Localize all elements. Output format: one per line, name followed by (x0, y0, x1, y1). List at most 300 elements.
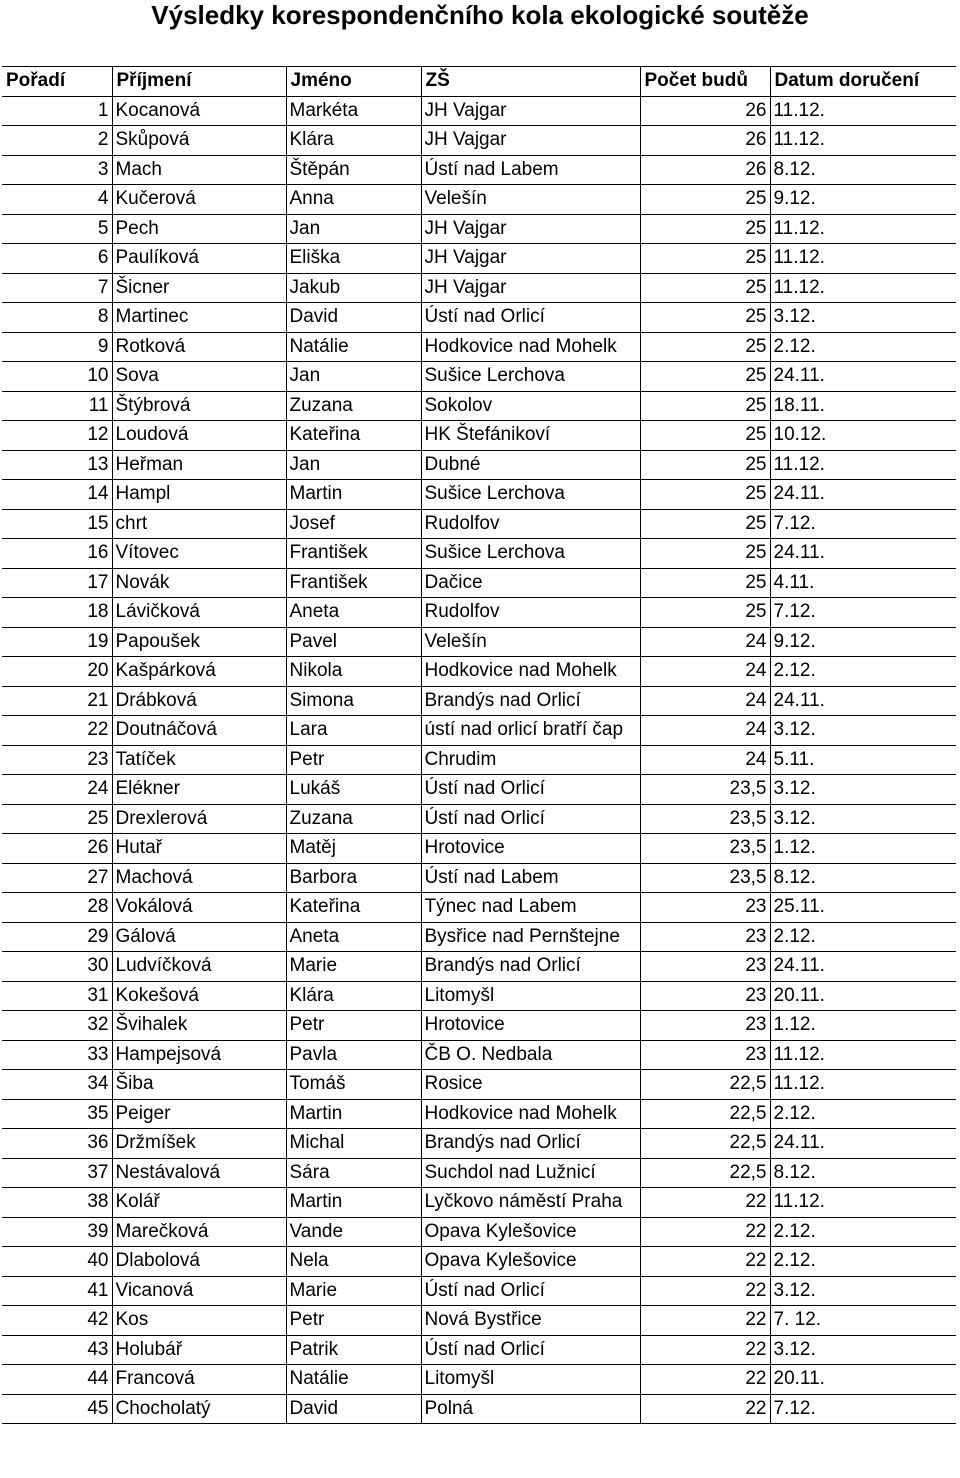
cell-first-name: Markéta (286, 96, 421, 126)
cell-school: Rudolfov (421, 509, 640, 539)
cell-points: 22 (640, 1394, 770, 1424)
cell-first-name: František (286, 539, 421, 569)
cell-surname: Drexlerová (112, 804, 286, 834)
cell-points: 22,5 (640, 1099, 770, 1129)
cell-school: JH Vajgar (421, 244, 640, 274)
cell-school: Rudolfov (421, 598, 640, 628)
table-row (2, 804, 956, 834)
cell-school: Hrotovice (421, 834, 640, 864)
cell-delivery-date: 11.12. (770, 214, 956, 244)
cell-surname: Šiba (112, 1070, 286, 1100)
table-row (2, 1011, 956, 1041)
cell-rank: 21 (2, 686, 112, 716)
cell-delivery-date: 3.12. (770, 1335, 956, 1365)
table-row (2, 214, 956, 244)
cell-rank: 20 (2, 657, 112, 687)
cell-rank: 4 (2, 185, 112, 215)
cell-first-name: Nikola (286, 657, 421, 687)
cell-delivery-date: 1.12. (770, 1011, 956, 1041)
cell-surname: Dlabolová (112, 1247, 286, 1277)
cell-rank: 1 (2, 96, 112, 126)
cell-delivery-date: 2.12. (770, 1217, 956, 1247)
cell-rank: 12 (2, 421, 112, 451)
cell-surname: Sova (112, 362, 286, 392)
cell-rank: 42 (2, 1306, 112, 1336)
cell-points: 25 (640, 332, 770, 362)
cell-points: 26 (640, 96, 770, 126)
cell-delivery-date: 3.12. (770, 804, 956, 834)
cell-rank: 29 (2, 922, 112, 952)
cell-first-name: Klára (286, 126, 421, 156)
cell-first-name: Zuzana (286, 391, 421, 421)
cell-rank: 6 (2, 244, 112, 274)
table-row (2, 1394, 956, 1424)
cell-school: Litomyšl (421, 1365, 640, 1395)
cell-surname: Nestávalová (112, 1158, 286, 1188)
cell-school: Velešín (421, 627, 640, 657)
cell-first-name: Kateřina (286, 421, 421, 451)
header-delivery-date: Datum doručení (770, 67, 956, 97)
cell-school: Chrudim (421, 745, 640, 775)
table-row (2, 1306, 956, 1336)
table-row (2, 1276, 956, 1306)
cell-delivery-date: 18.11. (770, 391, 956, 421)
cell-surname: Pech (112, 214, 286, 244)
cell-school: Sušice Lerchova (421, 480, 640, 510)
cell-surname: Ludvíčková (112, 952, 286, 982)
cell-rank: 11 (2, 391, 112, 421)
page-title: Výsledky korespondenčního kola ekologické soutěže (151, 0, 809, 30)
cell-points: 24 (640, 627, 770, 657)
table-row (2, 273, 956, 303)
table-row (2, 716, 956, 746)
cell-first-name: Martin (286, 1099, 421, 1129)
cell-rank: 40 (2, 1247, 112, 1277)
table-row (2, 391, 956, 421)
cell-school: Ústí nad Orlicí (421, 1335, 640, 1365)
table-row (2, 126, 956, 156)
cell-rank: 32 (2, 1011, 112, 1041)
cell-first-name: Petr (286, 745, 421, 775)
cell-rank: 28 (2, 893, 112, 923)
cell-rank: 30 (2, 952, 112, 982)
cell-surname: Skůpová (112, 126, 286, 156)
cell-surname: Držmíšek (112, 1129, 286, 1159)
results-table-body (2, 96, 956, 1424)
cell-points: 23,5 (640, 863, 770, 893)
cell-delivery-date: 24.11. (770, 480, 956, 510)
cell-school: Ústí nad Orlicí (421, 804, 640, 834)
cell-school: ČB O. Nedbala (421, 1040, 640, 1070)
cell-first-name: Martin (286, 480, 421, 510)
cell-first-name: Pavla (286, 1040, 421, 1070)
cell-first-name: Aneta (286, 598, 421, 628)
cell-school: JH Vajgar (421, 273, 640, 303)
cell-points: 26 (640, 126, 770, 156)
cell-rank: 15 (2, 509, 112, 539)
cell-rank: 24 (2, 775, 112, 805)
cell-first-name: Klára (286, 981, 421, 1011)
table-row (2, 922, 956, 952)
cell-surname: Doutnáčová (112, 716, 286, 746)
cell-surname: Martinec (112, 303, 286, 333)
cell-points: 23 (640, 952, 770, 982)
cell-first-name: Pavel (286, 627, 421, 657)
cell-school: Litomyšl (421, 981, 640, 1011)
table-row (2, 952, 956, 982)
cell-first-name: Marie (286, 1276, 421, 1306)
cell-points: 25 (640, 362, 770, 392)
cell-delivery-date: 20.11. (770, 981, 956, 1011)
cell-points: 22 (640, 1188, 770, 1218)
cell-delivery-date: 24.11. (770, 952, 956, 982)
cell-surname: Elékner (112, 775, 286, 805)
cell-surname: Kolář (112, 1188, 286, 1218)
cell-first-name: Aneta (286, 922, 421, 952)
cell-delivery-date: 7.12. (770, 1394, 956, 1424)
cell-surname: Kocanová (112, 96, 286, 126)
table-row (2, 834, 956, 864)
cell-school: Ústí nad Labem (421, 863, 640, 893)
cell-points: 22,5 (640, 1158, 770, 1188)
cell-points: 24 (640, 745, 770, 775)
cell-rank: 39 (2, 1217, 112, 1247)
results-table (2, 66, 956, 1424)
header-school: ZŠ (421, 67, 640, 97)
results-table-header (2, 67, 956, 97)
cell-points: 23,5 (640, 804, 770, 834)
cell-rank: 45 (2, 1394, 112, 1424)
cell-surname: Vokálová (112, 893, 286, 923)
header-surname: Příjmení (112, 67, 286, 97)
cell-rank: 16 (2, 539, 112, 569)
cell-first-name: Jan (286, 362, 421, 392)
cell-delivery-date: 3.12. (770, 1276, 956, 1306)
table-row (2, 1365, 956, 1395)
cell-rank: 7 (2, 273, 112, 303)
cell-rank: 22 (2, 716, 112, 746)
cell-surname: Machová (112, 863, 286, 893)
cell-rank: 18 (2, 598, 112, 628)
cell-surname: Rotková (112, 332, 286, 362)
cell-first-name: Josef (286, 509, 421, 539)
cell-rank: 3 (2, 155, 112, 185)
cell-rank: 31 (2, 981, 112, 1011)
cell-school: Hodkovice nad Mohelk (421, 657, 640, 687)
cell-delivery-date: 25.11. (770, 893, 956, 923)
cell-school: ústí nad orlicí bratří čap (421, 716, 640, 746)
cell-points: 25 (640, 598, 770, 628)
cell-rank: 2 (2, 126, 112, 156)
cell-first-name: Simona (286, 686, 421, 716)
cell-surname: Hutař (112, 834, 286, 864)
header-first-name: Jméno (286, 67, 421, 97)
cell-rank: 14 (2, 480, 112, 510)
cell-rank: 43 (2, 1335, 112, 1365)
cell-school: Ústí nad Orlicí (421, 1276, 640, 1306)
cell-surname: Heřman (112, 450, 286, 480)
cell-points: 25 (640, 450, 770, 480)
cell-first-name: Marie (286, 952, 421, 982)
cell-points: 22,5 (640, 1070, 770, 1100)
cell-school: HK Štefánikoví (421, 421, 640, 451)
cell-school: Ústí nad Orlicí (421, 775, 640, 805)
cell-points: 26 (640, 155, 770, 185)
cell-school: JH Vajgar (421, 96, 640, 126)
header-points: Počet budů (640, 67, 770, 97)
cell-delivery-date: 24.11. (770, 686, 956, 716)
cell-surname: Marečková (112, 1217, 286, 1247)
cell-school: Hodkovice nad Mohelk (421, 332, 640, 362)
table-row (2, 332, 956, 362)
cell-points: 24 (640, 716, 770, 746)
cell-points: 22 (640, 1217, 770, 1247)
cell-points: 23,5 (640, 834, 770, 864)
cell-delivery-date: 8.12. (770, 863, 956, 893)
cell-first-name: Natálie (286, 1365, 421, 1395)
cell-first-name: Nela (286, 1247, 421, 1277)
cell-first-name: Anna (286, 185, 421, 215)
cell-surname: Mach (112, 155, 286, 185)
cell-surname: Loudová (112, 421, 286, 451)
cell-points: 24 (640, 686, 770, 716)
cell-school: JH Vajgar (421, 214, 640, 244)
cell-delivery-date: 7.12. (770, 598, 956, 628)
cell-school: Týnec nad Labem (421, 893, 640, 923)
cell-surname: Novák (112, 568, 286, 598)
cell-first-name: Matěj (286, 834, 421, 864)
cell-surname: Peiger (112, 1099, 286, 1129)
cell-delivery-date: 24.11. (770, 1129, 956, 1159)
table-row (2, 96, 956, 126)
cell-surname: Papoušek (112, 627, 286, 657)
cell-delivery-date: 24.11. (770, 362, 956, 392)
table-row (2, 1188, 956, 1218)
cell-surname: Kašpárková (112, 657, 286, 687)
cell-rank: 37 (2, 1158, 112, 1188)
cell-surname: Tatíček (112, 745, 286, 775)
cell-school: Rosice (421, 1070, 640, 1100)
cell-delivery-date: 3.12. (770, 303, 956, 333)
cell-school: JH Vajgar (421, 126, 640, 156)
header-rank: Pořadí (2, 67, 112, 97)
cell-school: Opava Kylešovice (421, 1217, 640, 1247)
table-row (2, 480, 956, 510)
table-row (2, 1217, 956, 1247)
cell-delivery-date: 11.12. (770, 126, 956, 156)
cell-points: 22 (640, 1335, 770, 1365)
cell-rank: 10 (2, 362, 112, 392)
cell-rank: 33 (2, 1040, 112, 1070)
table-row (2, 303, 956, 333)
cell-first-name: Štěpán (286, 155, 421, 185)
cell-delivery-date: 11.12. (770, 96, 956, 126)
cell-delivery-date: 2.12. (770, 1247, 956, 1277)
cell-surname: Gálová (112, 922, 286, 952)
table-row (2, 1040, 956, 1070)
cell-points: 25 (640, 303, 770, 333)
table-row (2, 775, 956, 805)
cell-surname: Vítovec (112, 539, 286, 569)
cell-delivery-date: 8.12. (770, 155, 956, 185)
table-row (2, 421, 956, 451)
cell-delivery-date: 24.11. (770, 539, 956, 569)
cell-delivery-date: 4.11. (770, 568, 956, 598)
cell-surname: chrt (112, 509, 286, 539)
cell-school: Dačice (421, 568, 640, 598)
cell-delivery-date: 2.12. (770, 332, 956, 362)
cell-delivery-date: 20.11. (770, 1365, 956, 1395)
cell-first-name: Barbora (286, 863, 421, 893)
cell-delivery-date: 2.12. (770, 1099, 956, 1129)
table-row (2, 981, 956, 1011)
cell-surname: Drábková (112, 686, 286, 716)
cell-school: Dubné (421, 450, 640, 480)
header-row (2, 67, 956, 97)
cell-rank: 19 (2, 627, 112, 657)
cell-points: 22 (640, 1276, 770, 1306)
cell-delivery-date: 7.12. (770, 509, 956, 539)
cell-points: 22 (640, 1365, 770, 1395)
cell-points: 22,5 (640, 1129, 770, 1159)
cell-first-name: Jan (286, 214, 421, 244)
cell-school: Polná (421, 1394, 640, 1424)
table-row (2, 185, 956, 215)
cell-points: 25 (640, 273, 770, 303)
table-row (2, 1247, 956, 1277)
cell-points: 25 (640, 568, 770, 598)
table-row (2, 1158, 956, 1188)
cell-school: Velešín (421, 185, 640, 215)
cell-first-name: Sára (286, 1158, 421, 1188)
cell-first-name: Natálie (286, 332, 421, 362)
cell-delivery-date: 9.12. (770, 185, 956, 215)
cell-points: 23 (640, 1040, 770, 1070)
cell-school: Ústí nad Orlicí (421, 303, 640, 333)
table-row (2, 244, 956, 274)
cell-points: 22 (640, 1306, 770, 1336)
table-row (2, 1129, 956, 1159)
cell-school: Brandýs nad Orlicí (421, 1129, 640, 1159)
cell-first-name: Eliška (286, 244, 421, 274)
cell-school: Ústí nad Labem (421, 155, 640, 185)
cell-first-name: Patrik (286, 1335, 421, 1365)
cell-delivery-date: 11.12. (770, 1188, 956, 1218)
cell-school: Nová Bystřice (421, 1306, 640, 1336)
table-row (2, 893, 956, 923)
table-row (2, 686, 956, 716)
cell-delivery-date: 1.12. (770, 834, 956, 864)
cell-points: 25 (640, 480, 770, 510)
cell-first-name: Petr (286, 1011, 421, 1041)
cell-delivery-date: 11.12. (770, 1070, 956, 1100)
cell-delivery-date: 11.12. (770, 244, 956, 274)
table-row (2, 509, 956, 539)
cell-surname: Kos (112, 1306, 286, 1336)
cell-delivery-date: 2.12. (770, 922, 956, 952)
cell-delivery-date: 10.12. (770, 421, 956, 451)
cell-rank: 25 (2, 804, 112, 834)
cell-delivery-date: 2.12. (770, 657, 956, 687)
cell-first-name: David (286, 1394, 421, 1424)
cell-first-name: Kateřina (286, 893, 421, 923)
cell-points: 25 (640, 421, 770, 451)
cell-rank: 13 (2, 450, 112, 480)
cell-points: 25 (640, 539, 770, 569)
cell-rank: 41 (2, 1276, 112, 1306)
cell-delivery-date: 11.12. (770, 273, 956, 303)
cell-school: Sokolov (421, 391, 640, 421)
cell-rank: 38 (2, 1188, 112, 1218)
cell-school: Brandýs nad Orlicí (421, 952, 640, 982)
cell-rank: 26 (2, 834, 112, 864)
cell-first-name: Jan (286, 450, 421, 480)
cell-rank: 27 (2, 863, 112, 893)
cell-points: 25 (640, 244, 770, 274)
cell-surname: Šicner (112, 273, 286, 303)
cell-points: 25 (640, 391, 770, 421)
cell-points: 25 (640, 509, 770, 539)
cell-rank: 5 (2, 214, 112, 244)
table-row (2, 627, 956, 657)
cell-first-name: Lukáš (286, 775, 421, 805)
cell-school: Bysřice nad Pernštejne (421, 922, 640, 952)
cell-delivery-date: 5.11. (770, 745, 956, 775)
table-row (2, 450, 956, 480)
cell-school: Sušice Lerchova (421, 539, 640, 569)
table-row (2, 155, 956, 185)
cell-school: Lyčkovo náměstí Praha (421, 1188, 640, 1218)
cell-school: Suchdol nad Lužnicí (421, 1158, 640, 1188)
cell-surname: Hampl (112, 480, 286, 510)
cell-school: Opava Kylešovice (421, 1247, 640, 1277)
cell-surname: Štýbrová (112, 391, 286, 421)
cell-first-name: Petr (286, 1306, 421, 1336)
cell-school: Hrotovice (421, 1011, 640, 1041)
table-row (2, 598, 956, 628)
cell-points: 23 (640, 1011, 770, 1041)
cell-rank: 9 (2, 332, 112, 362)
cell-surname: Paulíková (112, 244, 286, 274)
table-row (2, 568, 956, 598)
cell-rank: 34 (2, 1070, 112, 1100)
cell-points: 22 (640, 1247, 770, 1277)
cell-delivery-date: 9.12. (770, 627, 956, 657)
cell-points: 23 (640, 981, 770, 1011)
cell-school: Sušice Lerchova (421, 362, 640, 392)
cell-surname: Kokešová (112, 981, 286, 1011)
cell-first-name: Zuzana (286, 804, 421, 834)
cell-rank: 23 (2, 745, 112, 775)
cell-rank: 17 (2, 568, 112, 598)
cell-points: 23,5 (640, 775, 770, 805)
table-row (2, 1335, 956, 1365)
cell-delivery-date: 11.12. (770, 450, 956, 480)
cell-delivery-date: 3.12. (770, 716, 956, 746)
table-row (2, 539, 956, 569)
cell-first-name: Vande (286, 1217, 421, 1247)
cell-rank: 8 (2, 303, 112, 333)
cell-first-name: David (286, 303, 421, 333)
cell-points: 25 (640, 214, 770, 244)
cell-rank: 44 (2, 1365, 112, 1395)
cell-school: Brandýs nad Orlicí (421, 686, 640, 716)
cell-points: 23 (640, 922, 770, 952)
cell-first-name: Martin (286, 1188, 421, 1218)
cell-delivery-date: 11.12. (770, 1040, 956, 1070)
cell-delivery-date: 8.12. (770, 1158, 956, 1188)
cell-surname: Chocholatý (112, 1394, 286, 1424)
